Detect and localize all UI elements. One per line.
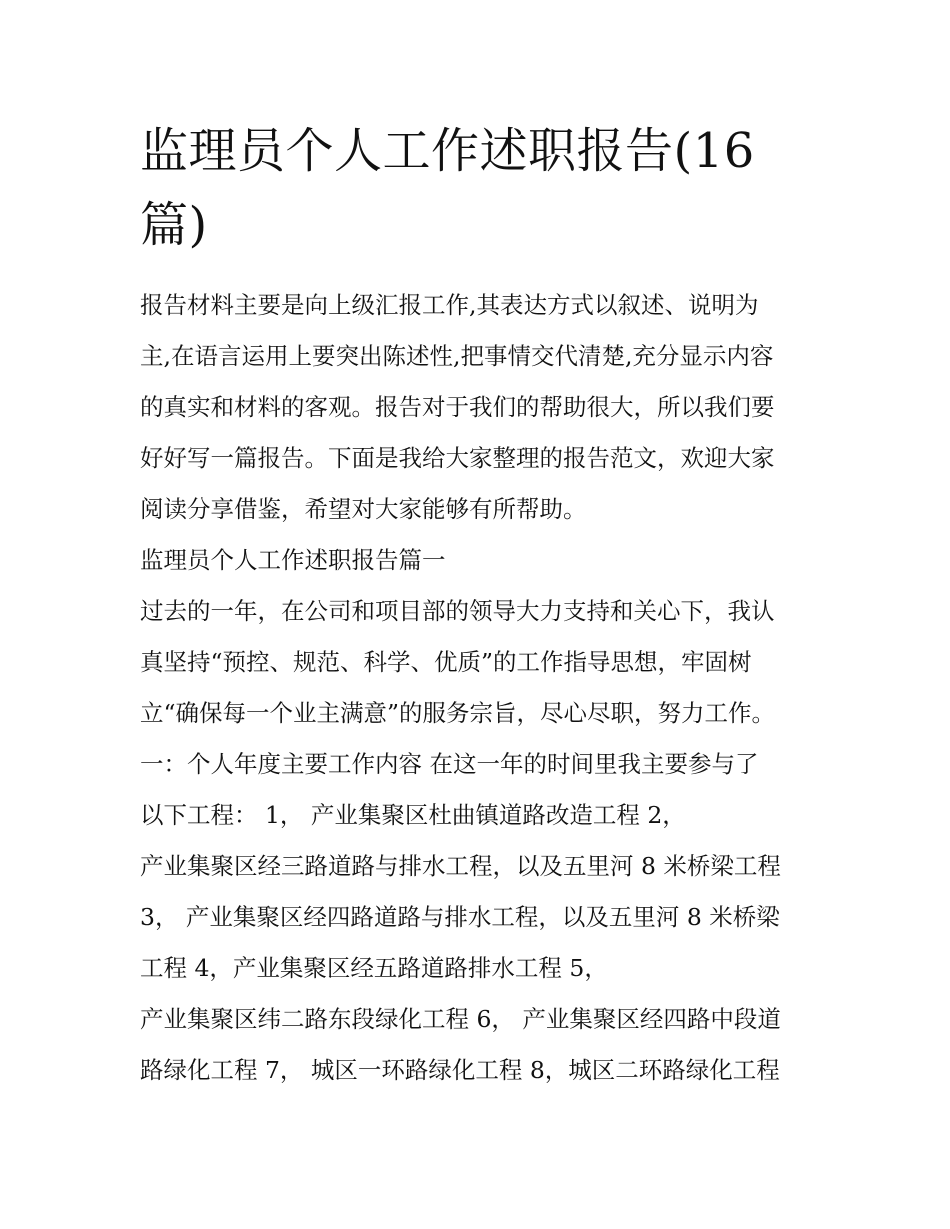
body-line: 路绿化工程 7， 城区一环路绿化工程 8，城区二环路绿化工程	[140, 1056, 780, 1084]
body-line: 主,在语言运用上要突出陈述性,把事情交代清楚,充分显示内容	[140, 342, 774, 370]
body-line: 真坚持“预控、规范、科学、优质”的工作指导思想，牢固树	[140, 648, 752, 676]
document-title	[140, 114, 820, 262]
body-line: 工程 4，产业集聚区经五路道路排水工程 5，	[140, 954, 608, 982]
body-line: 过去的一年，在公司和项目部的领导大力支持和关心下，我认	[140, 597, 775, 625]
body-line: 的真实和材料的客观。报告对于我们的帮助很大，所以我们要	[140, 393, 775, 421]
body-line: 好好写一篇报告。下面是我给大家整理的报告范文，欢迎大家	[140, 444, 775, 472]
body-line: 产业集聚区纬二路东段绿化工程 6， 产业集聚区经四路中段道	[140, 1005, 781, 1033]
body-line: 一：个人年度主要工作内容 在这一年的时间里我主要参与了	[140, 750, 759, 778]
body-line: 3， 产业集聚区经四路道路与排水工程，以及五里河 8 米桥梁	[140, 903, 780, 931]
body-line: 报告材料主要是向上级汇报工作,其表达方式以叙述、说明为	[140, 291, 759, 319]
document-body	[140, 280, 820, 1096]
document-title-line-1: 监理员个人工作述职报告(16	[140, 123, 755, 179]
document-title-line-2: 篇)	[140, 197, 208, 253]
body-line: 阅读分享借鉴，希望对大家能够有所帮助。	[140, 495, 587, 523]
body-line: 立“确保每一个业主满意”的服务宗旨，尽心尽职，努力工作。	[140, 699, 776, 727]
body-line: 以下工程： 1， 产业集聚区杜曲镇道路改造工程 2，	[140, 801, 686, 829]
body-line: 产业集聚区经三路道路与排水工程，以及五里河 8 米桥梁工程	[140, 852, 781, 880]
section-heading: 监理员个人工作述职报告篇一	[140, 546, 446, 574]
